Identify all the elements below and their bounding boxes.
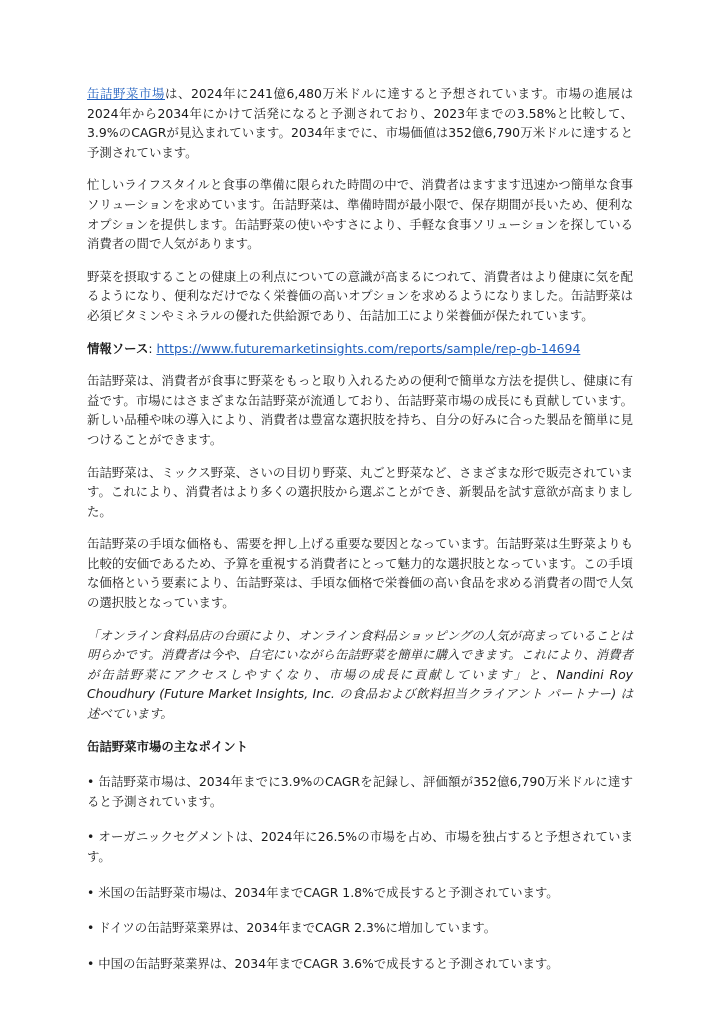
source-url-link[interactable]: https://www.futuremarketinsights.com/reports/sample/rep-gb-14694 <box>156 340 581 356</box>
market-link[interactable]: 缶詰野菜市場 <box>87 86 166 101</box>
quote-paragraph: 「オンライン食料品店の台頭により、オンライン食料品ショッピングの人気が高まっていることは明らかです。消費者は今や、自宅にいながら缶詰野菜を簡単に購入できます。これにより、消費者が缶詰野菜にアクセスしやすくなり、市場の成長に貢献しています」と、Nandini Roy Choudhury (Future Market Insights, Inc. の食品および飲料担当クライアント パートナー) は述べています。 <box>87 627 633 722</box>
source-separator: : <box>148 340 157 356</box>
key-point-item: • ドイツの缶詰野菜業界は、2034年までCAGR 2.3%に増加しています。 <box>87 920 497 936</box>
document-body <box>87 84 633 989</box>
intro-text: は、2024年に241億6,480万米ドルに達すると予想されています。市場の進展は2024年から2034年にかけて活発になると予測されており、2023年までの3.58%と比較して、3.9%のCAGRが見込まれています。2034年までに、市場価値は352億6,790万米ドルに達すると予測されています。 <box>87 86 634 160</box>
key-point-item: • 缶詰野菜市場は、2034年までに3.9%のCAGRを記録し、評価額が352億6,790万米ドルに達すると予測されています。 <box>87 774 633 809</box>
paragraph-variety: 缶詰野菜は、ミックス野菜、さいの目切り野菜、丸ごと野菜など、さまざまな形で販売されています。これにより、消費者はより多くの選択肢から選ぶことができ、新製品を試す意欲が高まりました。 <box>87 464 633 519</box>
key-point-item: • 米国の缶詰野菜市場は、2034年までCAGR 1.8%で成長すると予測されています。 <box>87 884 559 900</box>
key-point-item: • 中国の缶詰野菜業界は、2034年までCAGR 3.6%で成長すると予測されています。 <box>87 955 559 971</box>
source-label: 情報ソース <box>87 340 149 356</box>
intro-paragraph <box>87 84 633 162</box>
key-points-heading: 缶詰野菜市場の主なポイント <box>87 738 249 754</box>
paragraph-price: 缶詰野菜の手頃な価格も、需要を押し上げる重要な要因となっています。缶詰野菜は生野菜よりも比較的安価であるため、予算を重視する消費者にとって魅力的な選択肢となっています。この手頃な価格という要素により、缶詰野菜は、手頃な価格で栄養価の高い食品を求める消費者の間で人気の選択肢となっています。 <box>87 536 633 611</box>
paragraph-health: 野菜を摂取することの健康上の利点についての意識が高まるにつれて、消費者はより健康に気を配るようになり、便利なだけでなく栄養価の高いオプションを求めるようになりました。缶詰野菜は必須ビタミンやミネラルの優れた供給源であり、缶詰加工により栄養価が保たれています。 <box>87 268 633 323</box>
paragraph-benefits: 缶詰野菜は、消費者が食事に野菜をもっと取り入れるための便利で簡単な方法を提供し、健康に有益です。市場にはさまざまな缶詰野菜が流通しており、缶詰野菜市場の成長にも貢献しています。新しい品種や味の導入により、消費者は豊富な選択肢を持ち、自分の好みに合った製品を簡単に見つけることができます。 <box>87 373 633 447</box>
paragraph-lifestyle: 忙しいライフスタイルと食事の準備に限られた時間の中で、消費者はますます迅速かつ簡単な食事ソリューションを求めています。缶詰野菜は、準備時間が最小限で、保存期間が長いため、便利なオプションを提供します。缶詰野菜の使いやすさにより、手軽な食事ソリューションを探している消費者の間で人気があります。 <box>87 177 633 252</box>
key-point-item: • オーガニックセグメントは、2024年に26.5%の市場を占め、市場を独占すると予想されています。 <box>87 829 633 864</box>
source-line <box>87 339 633 359</box>
